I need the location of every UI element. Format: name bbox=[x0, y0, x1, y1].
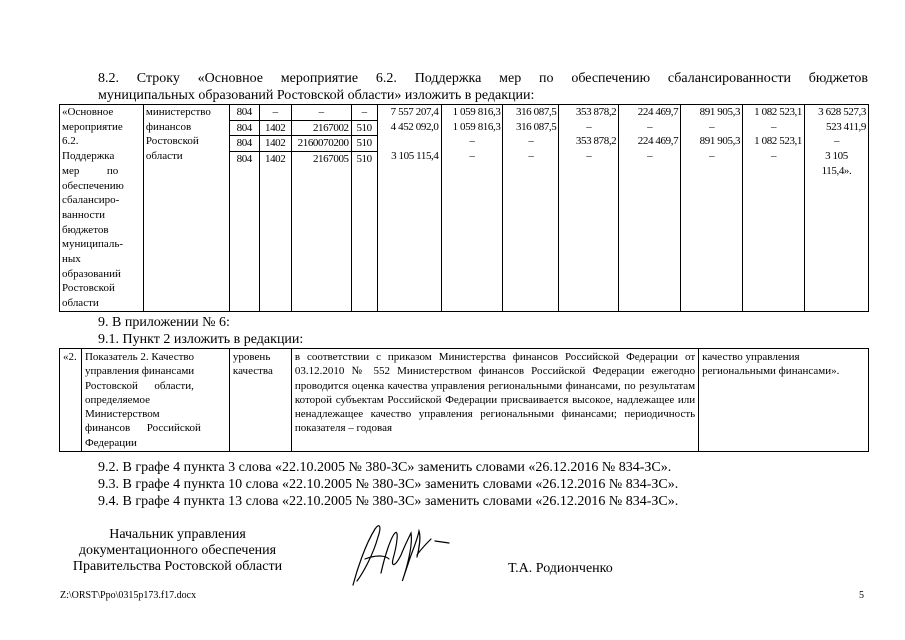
name-line: обеспечению bbox=[62, 179, 124, 192]
vr-value: – bbox=[352, 105, 377, 121]
name-line: Ростовской bbox=[62, 282, 115, 295]
paragraph-8-2-line2: муниципальных образований Ростовской области» изложить в редакции: bbox=[98, 88, 535, 103]
name-line: «Основное bbox=[62, 106, 114, 118]
indicator-line: финансов Российской bbox=[84, 422, 201, 435]
year-value: 1 082 523,1 bbox=[754, 135, 802, 148]
year-2016-cell bbox=[559, 105, 619, 312]
rz-value: 1402 bbox=[264, 153, 286, 166]
year-value: – bbox=[528, 135, 534, 148]
year-value: 891 905,3 bbox=[699, 106, 741, 118]
paragraph-9-3: 9.3. В графе 4 пункта 10 слова «22.10.2005 № 380-ЗС» заменить словами «26.12.2016 № 834-ЗС». bbox=[98, 477, 679, 492]
rz-value: 1402 bbox=[260, 121, 291, 137]
vr-cell bbox=[351, 105, 377, 312]
name-line: бюджетов bbox=[62, 223, 109, 236]
paragraph-8-2-line1: 8.2. Строку «Основное мероприятие 6.2. Поддержка мер по обеспечению сбалансированности бюджетов bbox=[98, 71, 868, 86]
year-value: 316 087,5 bbox=[515, 120, 557, 133]
indicator-line: Федерации bbox=[84, 436, 137, 449]
year-value: – bbox=[709, 120, 715, 133]
csr-value: 2167005 bbox=[312, 153, 349, 166]
executor-cell bbox=[143, 105, 229, 312]
total-value: 7 557 207,4 bbox=[390, 106, 439, 118]
year-2019-cell bbox=[743, 105, 805, 312]
unit-cell bbox=[229, 349, 291, 452]
year-2018-cell bbox=[681, 105, 743, 312]
basis-line: качество управления bbox=[702, 351, 800, 363]
year-value: 3 628 527,3 bbox=[818, 106, 866, 118]
vr-value: 510 bbox=[352, 136, 377, 152]
paragraph-9-2: 9.2. В графе 4 пункта 3 слова «22.10.2005 № 380-ЗС» заменить словами «26.12.2016 № 834-ЗС». bbox=[98, 460, 672, 475]
footer-file-path: Z:\ORST\Ppo\0315p173.f17.docx bbox=[60, 590, 197, 601]
year-2014-cell bbox=[441, 105, 503, 312]
year-2017-cell bbox=[619, 105, 681, 312]
name-line: 6.2. bbox=[62, 135, 79, 148]
year-value: 891 905,3 bbox=[699, 135, 741, 148]
grbs-cell bbox=[229, 105, 259, 312]
year-value: – bbox=[647, 120, 653, 133]
rz-cell bbox=[259, 105, 291, 312]
name-line: мер по bbox=[62, 164, 119, 177]
signatory-line: документационного обеспечения bbox=[78, 543, 277, 558]
unit-line: качества bbox=[232, 365, 273, 378]
year-value: – bbox=[770, 150, 777, 163]
table-row bbox=[60, 105, 869, 312]
signatory-line: Правительства Ростовской области bbox=[72, 559, 283, 574]
year-value: – bbox=[647, 150, 653, 163]
signatory-name: Т.А. Родионченко bbox=[508, 561, 613, 576]
paragraph-9: 9. В приложении № 6: bbox=[98, 315, 230, 330]
year-value: 1 059 816,3 bbox=[452, 120, 501, 133]
paragraph-9-4: 9.4. В графе 4 пункта 13 слова «22.10.2005 № 380-ЗС» заменить словами «26.12.2016 № 834-ЗС». bbox=[98, 494, 679, 509]
csr-cell bbox=[291, 105, 351, 312]
signatory-title bbox=[60, 527, 295, 575]
grbs-value: 804 bbox=[230, 121, 259, 137]
indicator-line: управления финансами bbox=[84, 365, 195, 378]
paragraph-9-1: 9.1. Пункт 2 изложить в редакции: bbox=[98, 332, 304, 347]
year-value: 224 469,7 bbox=[637, 106, 679, 118]
year-value: 353 878,2 bbox=[575, 106, 617, 118]
year-2020-cell bbox=[805, 105, 869, 312]
year-value: 115,4». bbox=[821, 164, 852, 177]
name-line: ванности bbox=[62, 208, 106, 221]
csr-value: 2167002 bbox=[292, 121, 351, 137]
name-line: муниципаль- bbox=[62, 238, 124, 251]
year-value: 1 082 523,1 bbox=[754, 106, 802, 118]
method-cell: в соответствии с приказом Министерства финансов Российской Федерации от 03.12.2010 № 552 Министерством финансов Российской Федерации ежегодно проводится оценка качества управления региональными финансами, по результатам которой субъектам Российской Федерации присваивается высокое, надлежащее или ненадлежащее качество управления региональными финансами; периодичность показателя – годовая bbox=[291, 349, 698, 452]
year-2015-cell bbox=[503, 105, 559, 312]
indicator-name-cell bbox=[81, 349, 229, 452]
year-value: 316 087,5 bbox=[515, 106, 557, 118]
name-line: мероприятие bbox=[62, 120, 123, 133]
indicator-line: Показатель 2. Качество bbox=[84, 351, 195, 363]
executor-line: области bbox=[145, 150, 183, 163]
page-number: 5 bbox=[859, 590, 864, 601]
year-value: 224 469,7 bbox=[637, 135, 679, 148]
vr-value: 510 bbox=[352, 121, 377, 137]
name-line: Поддержка bbox=[62, 150, 115, 163]
year-value: – bbox=[709, 150, 715, 163]
paragraph-8-2 bbox=[98, 70, 868, 104]
total-cell bbox=[377, 105, 441, 312]
year-value: – bbox=[770, 120, 777, 133]
indicator-table bbox=[59, 348, 869, 452]
year-value: – bbox=[586, 120, 592, 133]
name-line: сбалансиро- bbox=[62, 194, 120, 207]
grbs-value: 804 bbox=[230, 136, 259, 152]
grbs-value: 804 bbox=[230, 105, 259, 121]
year-value: 3 105 bbox=[825, 150, 848, 163]
indicator-line: определяемое bbox=[84, 393, 150, 406]
total-value: 3 105 115,4 bbox=[391, 150, 439, 163]
vr-value: 510 bbox=[356, 153, 372, 166]
name-line: области bbox=[62, 297, 99, 310]
year-value: – bbox=[586, 150, 592, 163]
csr-value: 2160070200 bbox=[292, 136, 351, 152]
indicator-line: Ростовской области, bbox=[84, 379, 194, 392]
indicator-line: Министерством bbox=[84, 408, 160, 421]
rz-value: – bbox=[260, 105, 291, 121]
handwritten-signature bbox=[345, 515, 460, 590]
year-value: 523 411,9 bbox=[826, 120, 866, 133]
executor-line: Ростовской bbox=[145, 135, 199, 148]
executor-line: финансов bbox=[145, 120, 192, 133]
unit-line: уровень bbox=[232, 351, 271, 363]
year-value: – bbox=[528, 150, 534, 163]
name-line: образований bbox=[62, 267, 121, 280]
signatory-line: Начальник управления bbox=[109, 527, 246, 542]
executor-line: министерство bbox=[145, 106, 211, 118]
basis-line: региональными финансами». bbox=[702, 365, 840, 378]
year-value: – bbox=[833, 135, 840, 148]
year-value: – bbox=[469, 135, 475, 148]
indicator-number: «2. bbox=[60, 349, 82, 452]
year-value: 353 878,2 bbox=[575, 135, 617, 148]
year-value: – bbox=[469, 150, 475, 163]
total-value bbox=[378, 134, 441, 149]
activity-name-cell bbox=[60, 105, 144, 312]
activity-table bbox=[59, 104, 869, 312]
table-row bbox=[60, 349, 869, 452]
name-line: ных bbox=[62, 253, 81, 266]
csr-value: – bbox=[292, 105, 351, 121]
year-value: 1 059 816,3 bbox=[452, 106, 501, 118]
grbs-value: 804 bbox=[236, 153, 252, 166]
rz-value: 1402 bbox=[260, 136, 291, 152]
basis-cell bbox=[699, 349, 869, 452]
total-value: 4 452 092,0 bbox=[390, 120, 439, 133]
